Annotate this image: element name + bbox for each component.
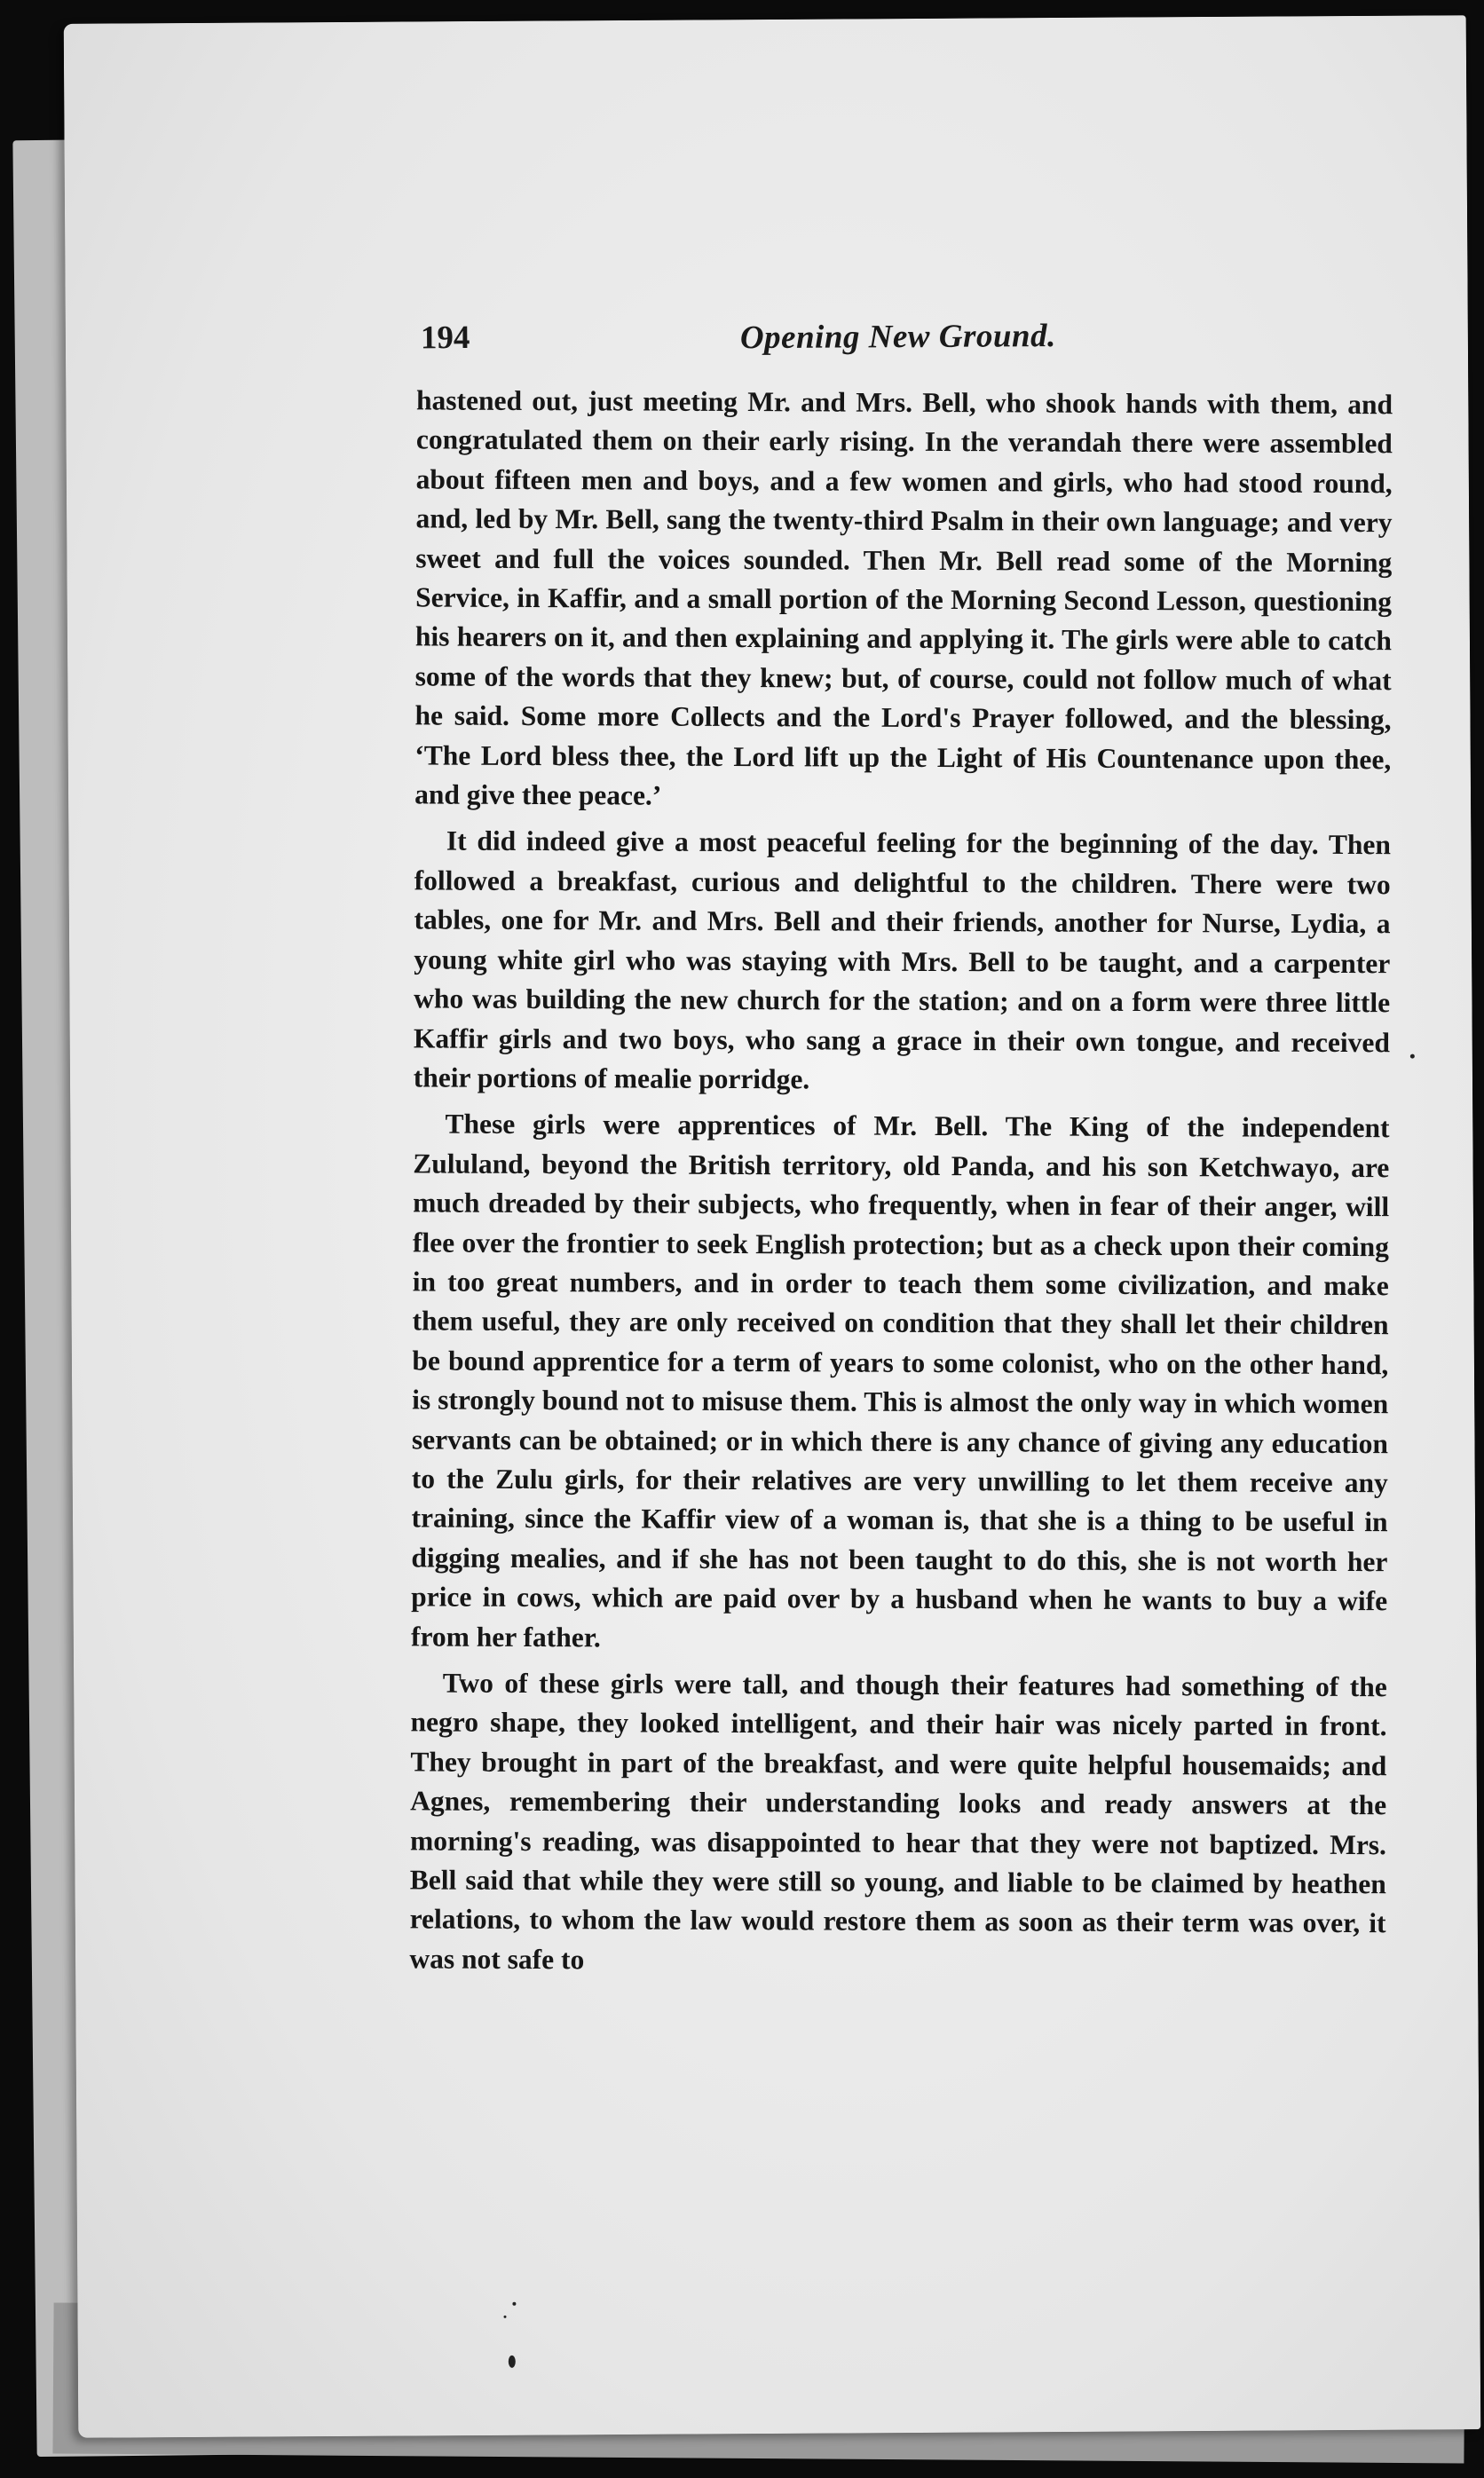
ink-speck [509,2356,516,2368]
ink-speck [512,2302,516,2306]
paragraph: hastened out, just meeting Mr. and Mrs. Bell, who shook hands with them, and congratulated them on their early rising. In the verandah there were assembled about fifteen men and boys, and a few women and girls, who had stood round, and, led by Mr. Bell, sang the twenty-third Psalm in their own language; and very sweet and full the voices sounded. Then Mr. Bell read some of the Morning Service, in Kaffir, and a small portion of the Morning Second Lesson, questioning his hearers on it, and then explaining and applying it. The girls were able to catch some of the words that they knew; but, of course, could not follow much of what he said. Some more Collects and the Lord's Prayer followed, and the blessing, ‘The Lord bless thee, the Lord lift up the Light of His Countenance upon thee, and give thee peace.’ [414,384,1393,811]
page-header [421,313,1406,373]
page-number: 194 [420,320,470,357]
body-text [409,381,1393,1990]
running-title: Opening New Ground. [739,318,1056,357]
paragraph: These girls were apprentices of Mr. Bell. The King of the independent Zululand, beyond the British territory, old Panda, and his son Ketchwayo, are much dreaded by their subjects, who frequently, when in fear of their anger, will flee over the frontier to seek English protection; but as a check upon their coming in too great numbers, and in order to teach them some civilization, and make them useful, they are only received on condition that they shall let their children be bound apprentice for a term of years to some colonist, who on the other hand, is strongly bound not to misuse them. This is almost the only way in which women servants can be obtained; or in which there is any chance of giving any education to the Zulu girls, for their relatives are very unwilling to let them receive any training, since the Kaffir view of a woman is, that she is a thing to be useful in digging mealies, and if she has not been taught to do this, she is not worth her price in cows, which are paid over by a husband when he wants to buy a wife from her father. [410,1108,1390,1653]
paragraph: It did indeed give a most peaceful feeling for the beginning of the day. Then followed a breakfast, curious and delightful to the children. There were two tables, one for Mr. and Mrs. Bell and their friends, another for Nurse, Lydia, a young white girl who was staying with Mrs. Bell to be taught, and a carpenter who was building the new church for the station; and on a form were three little Kaffir girls and two boys, who sang a grace in their own tongue, and received their portions of mealie porridge. [413,825,1391,1095]
book-page [64,15,1481,2438]
ink-speck [1410,1054,1415,1059]
paragraph: Two of these girls were tall, and though their features had something of the negro shape, they looked intelligent, and their hair was nicely parted in front. They brought in part of the breakfast, and were quite helpful housemaids; and Agnes, remembering their understanding looks and ready answers at the morning's reading, was disappointed to hear that they were not baptized. Mrs. Bell said that while they were still so young, and liable to be claimed by heathen relations, to whom the law would restore them as soon as their term was over, it was not safe to [409,1667,1387,1976]
ink-speck [503,2316,506,2318]
